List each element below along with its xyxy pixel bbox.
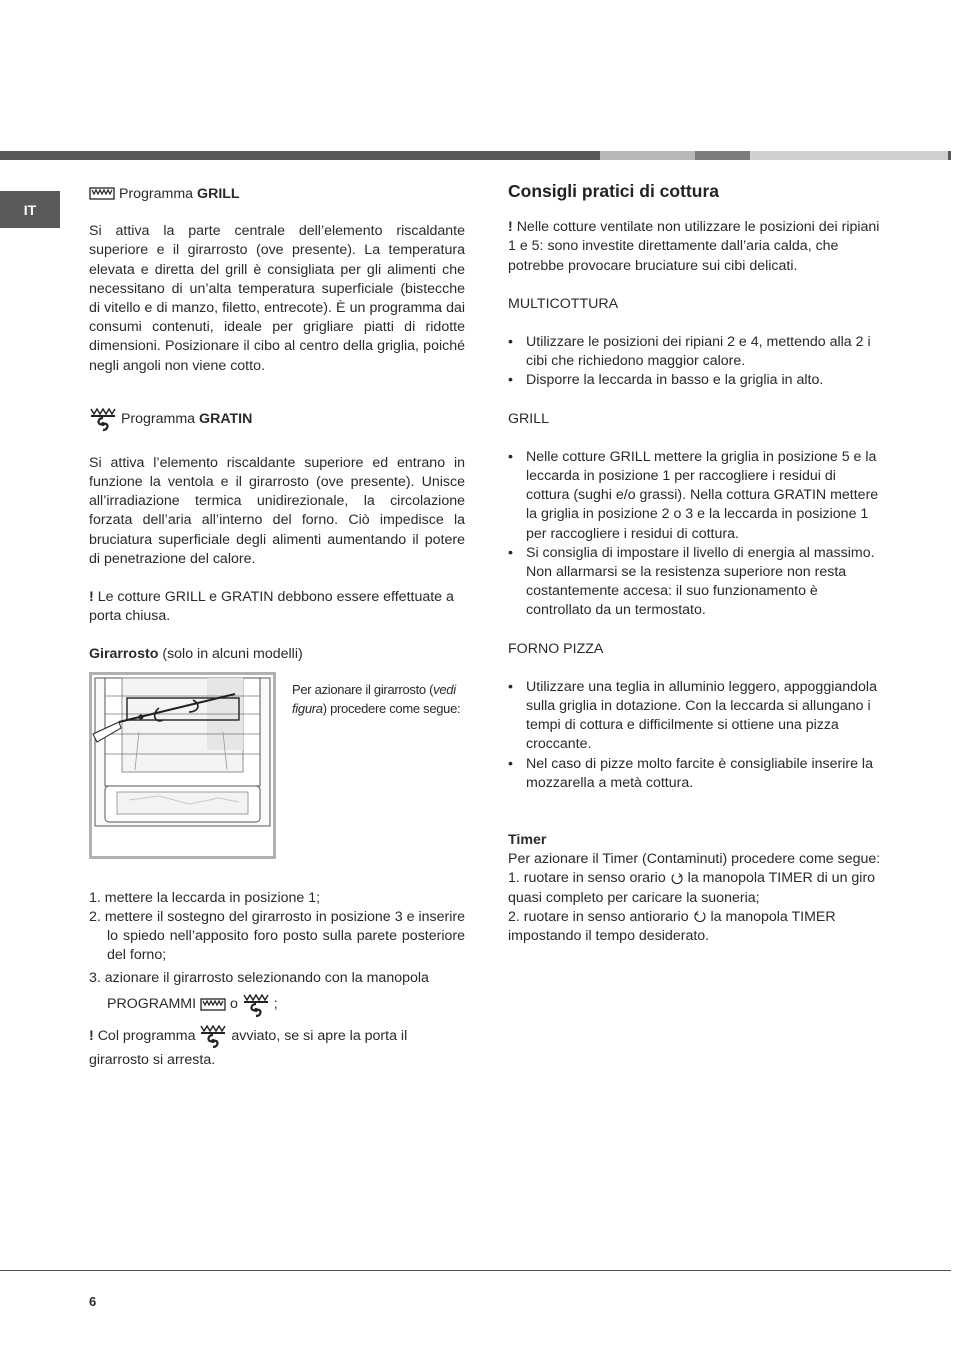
- tips-title: Consigli pratici di cottura: [508, 181, 719, 201]
- caption-part-1: Per azionare il girarrosto (: [292, 681, 434, 697]
- header-bar-light: [600, 151, 695, 160]
- step-3-text: 3. azionare il girarrosto selezionando con la manopola PROGRAMMI: [89, 970, 429, 1013]
- multicottura-item: • Disporre la leccarda in basso e la griglia in alto.: [508, 371, 883, 390]
- tips-warning-mark: !: [508, 219, 513, 236]
- girarrosto-steps: [89, 889, 465, 1018]
- tips-warning-text: Nelle cotture ventilate non utilizzare le posizioni dei ripiani 1 e 5: sono investite direttamente dall’aria calda, che potrebbe provocare bruciature sui cibi delicati.: [508, 219, 880, 274]
- counterclockwise-arrow-icon: [693, 910, 707, 924]
- timer-step-2: [508, 908, 883, 946]
- grill-tips-item: • Nelle cotture GRILL mettere la griglia in posizione 5 e la leccarda in posizione 1 per raccogliere i residui di cottura (sughi e/o grassi). Nella cottura GRATIN mettere la griglia in posizione 2 o 3 e la leccarda in posizione 1 per raccogliere i residui di cottura.: [508, 448, 883, 544]
- header-bar-dark: [0, 151, 600, 160]
- step-3-or: o: [229, 996, 238, 1013]
- right-column: [508, 182, 883, 946]
- header-bar-mid: [695, 151, 750, 160]
- caption-italic: vedi figura: [292, 681, 456, 716]
- pizza-item: • Nel caso di pizze molto farcite è consigliabile inserire la mozzarella a metà cottura.: [508, 755, 883, 793]
- final-warning-text-a: Col programma: [97, 1027, 196, 1044]
- timer-intro: Per azionare il Timer (Contaminuti) procedere come segue:: [508, 851, 881, 868]
- grill-description: Si attiva la parte centrale dell’elemento riscaldante superiore e il girarrosto (ove presente). La temperatura elevata e diretta del grill è consigliata per gli alimenti che necessitano di un’alta temperatura superficiale (bistecche di vitello e di manzo, filetto, entrecote). È un programma dai consumi contenuti, ideale per grigliare piatti di ridotte dimensioni. Posizionare il cibo al centro della griglia, poiché negli angoli non viene cotto.: [89, 223, 465, 374]
- warning-text: Le cotture GRILL e GRATIN debbono essere effettuate a porta chiusa.: [89, 589, 454, 625]
- grill-program-heading: [89, 185, 465, 204]
- final-warning-text-b: avviato, se si apre la porta il girarrosto si arresta.: [89, 1027, 408, 1068]
- timer-step-1-a: 1. ruotare in senso orario: [508, 870, 666, 887]
- figure-caption: [292, 680, 462, 718]
- girarrosto-note: (solo in alcuni modelli): [162, 646, 303, 663]
- timer-step-2-b: la manopola TIMER impostando il tempo desiderato.: [508, 908, 836, 945]
- gratin-name: GRATIN: [199, 410, 253, 427]
- grill-icon-small: [200, 998, 226, 1012]
- girarrosto-heading: [89, 645, 465, 664]
- multicottura-list: [508, 333, 883, 391]
- pizza-item: • Utilizzare una teglia in alluminio leggero, appoggiandola sulla griglia in dotazione. Con la leccarda si allungano i tempi di cottura e difficilmente si ottiene una pizza croccante.: [508, 678, 883, 755]
- timer-step-1-b: la manopola TIMER di un giro quasi completo per caricare la suoneria;: [508, 870, 876, 906]
- page-number: 6: [89, 1294, 97, 1309]
- gratin-description: Si attiva l’elemento riscaldante superiore ed entrano in funzione la ventola e il girarrosto (ove presente). Unisce all’irradiazione termica unidirezionale, la circolazione forzata dell’aria all’interno del forno. Ciò impedisce la bruciatura superficiale degli alimenti aumentando il potere di penetrazione del calore.: [89, 454, 465, 567]
- gratin-icon-inline: [199, 1023, 227, 1049]
- footer-rule: [0, 1270, 951, 1271]
- grill-icon: [89, 187, 115, 201]
- step-3: [89, 965, 465, 1017]
- grill-tips-list: [508, 448, 883, 621]
- header-bar-end: [948, 151, 951, 160]
- grill-gratin-warning: [89, 588, 465, 626]
- oven-rotisserie-figure: [89, 672, 276, 859]
- step-3-end: ;: [273, 996, 278, 1013]
- gratin-program-heading: [89, 406, 465, 432]
- ventilated-warning: [508, 218, 883, 276]
- warning-mark: !: [89, 589, 94, 606]
- left-column: [89, 185, 465, 1072]
- language-tab: IT: [0, 191, 60, 228]
- header-bar-pale: [750, 151, 948, 160]
- multicottura-heading: MULTICOTTURA: [508, 295, 619, 312]
- timer-step-1: [508, 869, 883, 907]
- multicottura-item: • Utilizzare le posizioni dei ripiani 2 e 4, mettendo alla 2 i cibi che richiedono maggior calore.: [508, 333, 883, 371]
- grill-name: GRILL: [197, 186, 240, 202]
- grill-prefix: Programma: [118, 186, 194, 202]
- timer-step-2-a: 2. ruotare in senso antiorario: [508, 908, 689, 925]
- grill-tips-heading: GRILL: [508, 410, 550, 427]
- gratin-icon: [89, 406, 117, 432]
- final-warning-mark: !: [89, 1027, 94, 1044]
- girarrosto-title: Girarrosto: [89, 646, 159, 663]
- step-2: 2. mettere il sostegno del girarrosto in posizione 3 e inserire lo spiedo nell’apposito foro posto sulla parete posteriore del forno;: [89, 908, 465, 964]
- figure-row: [89, 672, 465, 864]
- step-1: 1. mettere la leccarda in posizione 1;: [89, 889, 321, 906]
- clockwise-arrow-icon: [670, 872, 684, 886]
- gratin-icon-small: [242, 992, 270, 1018]
- timer-title: Timer: [508, 832, 547, 849]
- caption-part-2: ) procedere come segue:: [322, 700, 461, 716]
- rotisserie-warning: [89, 1023, 465, 1072]
- grill-tips-item: • Si consiglia di impostare il livello di energia al massimo. Non allarmarsi se la resistenza superiore non resta costantemente accesa: il suo funzionamento è controllato da un termostato.: [508, 544, 883, 621]
- pizza-heading: FORNO PIZZA: [508, 640, 604, 657]
- gratin-prefix: Programma: [120, 410, 196, 427]
- pizza-list: [508, 678, 883, 793]
